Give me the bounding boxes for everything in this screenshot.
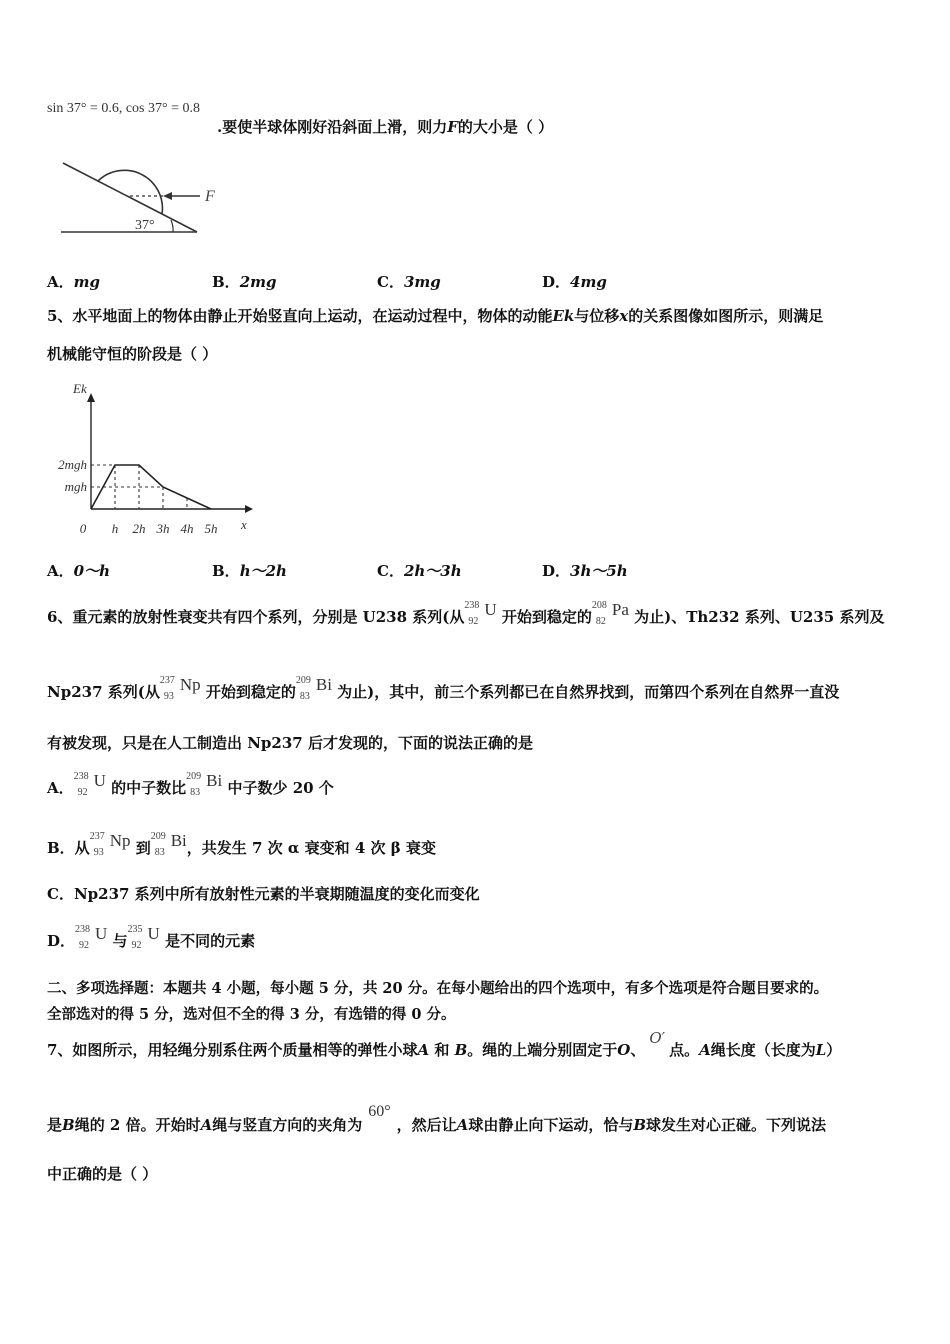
q4-option-d[interactable]: D．4mg <box>542 273 607 291</box>
angle-arc <box>171 220 173 232</box>
y-tick-mgh: mgh <box>64 479 87 494</box>
q6-line2: Np237 系列(从 237 93 Np 开始到稳定的 209 83 Bi 为止)，其中，前三个系列都已在自然界找到，而第四个系列在自然界一直没 <box>47 675 840 702</box>
q5-option-a[interactable]: A．0～h <box>47 562 110 580</box>
y-tick-2mgh: 2mgh <box>58 457 87 472</box>
q7-line2: 是B绳的 2 倍。开始时A绳与竖直方向的夹角为60°，然后让A球由静止向下运动，恰与B球发生对心正碰。下列说法 <box>47 1103 827 1134</box>
x-axis-label: x <box>241 517 247 532</box>
q6-line3: 有被发现，只是在人工制造出 Np237 后才发现的，下面的说法正确的是 <box>47 734 533 752</box>
q5-line1: 5、水平地面上的物体由静止开始竖直向上运动，在运动过程中，物体的动能Ek与位移x的关系图像如图所示，则满足 <box>47 307 824 325</box>
x-tick-h: h <box>111 521 119 536</box>
x-axis-arrow-icon <box>245 505 253 513</box>
nuclide-u238: 238 92 U <box>464 600 497 627</box>
q6-option-c[interactable]: C．Np237 系列中所有放射性元素的半衰期随温度的变化而变化 <box>47 885 480 903</box>
nuclide-bi209: 209 83 Bi <box>295 675 332 702</box>
nuclide-u238-opt-a: 238 92 U <box>73 771 106 798</box>
nuclide-np237: 237 93 Np <box>159 675 201 702</box>
force-arrow-head-icon <box>163 192 172 200</box>
section2-line1: 二、多项选择题：本题共 4 小题，每小题 5 分，共 20 分。在每小题给出的四个选项中，有多个选项是符合题目要求的。 <box>47 980 829 997</box>
q6-option-b[interactable]: B．从 237 93 Np 到 209 83 Bi，共发生 7 次 α 衰变和 4 次 β 衰变 <box>47 831 436 858</box>
q5-option-c[interactable]: C．2h～3h <box>377 562 462 580</box>
hemisphere-arc <box>98 170 162 214</box>
force-label: F <box>205 188 215 205</box>
q4-question-text <box>217 116 553 137</box>
q4-text-suffix: 的大小是（ ） <box>457 118 554 136</box>
q5-option-b[interactable]: B．h～2h <box>212 562 287 580</box>
trig-formula: sin 37° = 0.6, cos 37° = 0.8 <box>47 101 200 116</box>
q7-line1: 7、如图所示，用轻绳分别系住两个质量相等的弹性小球A 和 B。绳的上端分别固定于O、O′点。A绳长度（长度为L） <box>47 1029 842 1059</box>
q5-line2: 机械能守恒的阶段是（ ） <box>47 345 218 363</box>
nuclide-pa208: 208 82 Pa <box>591 600 629 627</box>
x-tick-5h: 5h <box>204 521 218 536</box>
q4-option-b[interactable]: B．2mg <box>212 273 277 291</box>
q4-text-prefix: .要使半球体刚好沿斜面上滑，则力 <box>217 118 448 136</box>
q4-option-c[interactable]: C．3mg <box>377 273 441 291</box>
incline-hemisphere-figure <box>55 150 235 240</box>
y-axis-arrow-icon <box>87 393 95 402</box>
x-tick-0: 0 <box>79 521 87 536</box>
section2-line2: 全部选对的得 5 分，选对但不全的得 3 分，有选错的得 0 分。 <box>47 1006 456 1023</box>
q7-line3: 中正确的是（ ） <box>47 1165 158 1183</box>
q6-line1: 6、重元素的放射性衰变共有四个系列，分别是 U238 系列(从 238 92 U 开始到稳定的 208 82 Pa 为止)、Th232 系列、U235 系列及 <box>47 600 885 627</box>
angle-label: 37° <box>135 218 155 233</box>
nuclide-np237-opt-b: 237 93 Np <box>89 831 131 858</box>
x-tick-3h: 3h <box>156 521 170 536</box>
nuclide-u238-opt-d: 238 92 U <box>75 924 108 951</box>
q5-option-d[interactable]: D．3h～5h <box>542 562 628 580</box>
q6-option-d[interactable]: D． 238 92 U 与 235 92 U 是不同的元素 <box>47 924 256 951</box>
x-tick-4h: 4h <box>180 521 194 536</box>
y-axis-label: Ek <box>73 381 87 396</box>
incline-line <box>63 163 197 232</box>
x-tick-2h: 2h <box>132 521 146 536</box>
q6-option-a[interactable]: A． 238 92 U 的中子数比 209 83 Bi 中子数少 20 个 <box>47 771 334 798</box>
nuclide-bi209-opt-b: 209 83 Bi <box>150 831 187 858</box>
q4-option-a[interactable]: A．mg <box>47 273 101 291</box>
q4-var-f: F <box>447 118 458 136</box>
nuclide-bi209-opt-a: 209 83 Bi <box>186 771 223 798</box>
ek-x-chart <box>45 375 260 540</box>
nuclide-u235-opt-d: 235 92 U <box>127 924 160 951</box>
guide-lines <box>91 465 187 509</box>
